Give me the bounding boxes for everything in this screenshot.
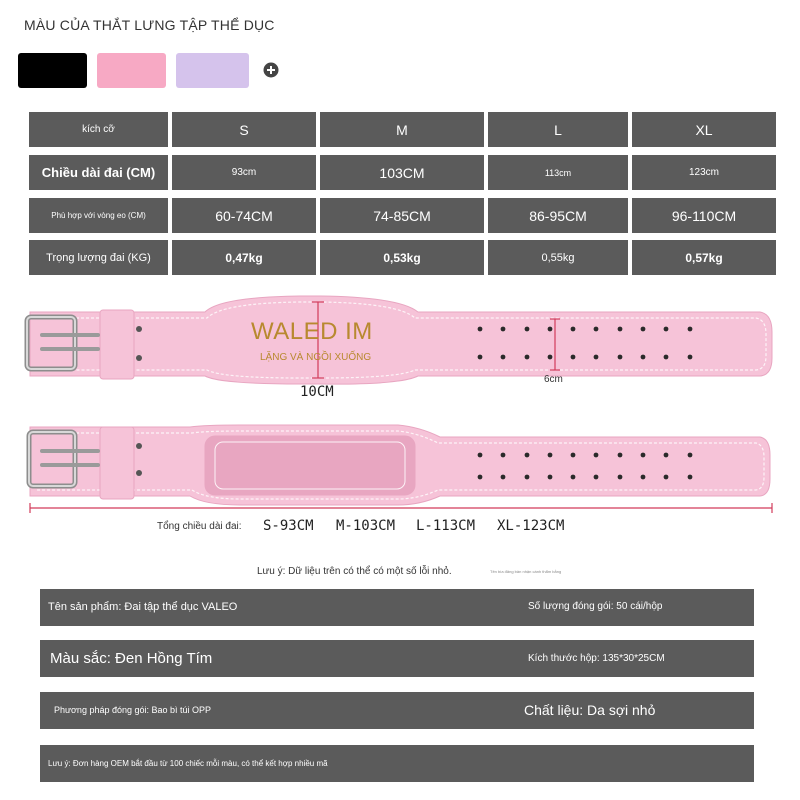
table-cell: S <box>172 112 316 147</box>
belt-hole <box>501 327 506 332</box>
belt-hole <box>548 355 553 360</box>
total-length-xl: XL-123CM <box>497 518 565 534</box>
table-cell: 74-85CM <box>320 198 484 233</box>
belt-hole <box>618 475 623 480</box>
belt-front <box>27 296 772 384</box>
belt-hole <box>478 475 483 480</box>
belt-hole <box>688 355 693 360</box>
belt-hole <box>548 453 553 458</box>
info-bar-1 <box>40 589 754 626</box>
back-width-label: 6cm <box>544 374 563 385</box>
packing-method: Phương pháp đóng gói: Bao bì túi OPP <box>54 705 212 715</box>
table-cell: 123cm <box>632 155 776 190</box>
belt-strap <box>30 296 772 384</box>
front-width-label: 10CM <box>300 384 334 400</box>
belt-hole <box>548 475 553 480</box>
belt-padding <box>205 436 415 495</box>
table-cell: 0,53kg <box>320 240 484 275</box>
belt-brand: WALED IM <box>251 318 373 345</box>
total-length-m: M-103CM <box>336 518 396 534</box>
belt-hole <box>664 327 669 332</box>
page-title: MÀU CỦA THẮT LƯNG TẬP THỂ DỤC <box>24 17 275 33</box>
belt-hole <box>501 355 506 360</box>
info-bar-2 <box>40 640 754 677</box>
belt-hole <box>501 453 506 458</box>
total-length-s: S-93CM <box>263 518 314 534</box>
belt-hole <box>478 355 483 360</box>
row-header: Chiều dài đai (CM) <box>29 155 168 190</box>
belt-keeper-loop <box>100 427 134 499</box>
oem-note: Lưu ý: Đơn hàng OEM bắt đầu từ 100 chiếc mỗi màu, có thể kết hợp nhiều mã <box>48 759 328 768</box>
belt-hole <box>478 327 483 332</box>
table-cell: 96-110CM <box>632 198 776 233</box>
total-length-label: Tổng chiều dài đai: <box>157 521 242 532</box>
belt-hole <box>594 327 599 332</box>
belt-hole <box>525 453 530 458</box>
table-row <box>29 240 776 275</box>
belt-hole <box>664 453 669 458</box>
belt-tagline: LẶNG VÀ NGỒI XUỐNG <box>260 352 372 363</box>
belt-hole <box>571 453 576 458</box>
belt-hole <box>688 453 693 458</box>
belt-hole <box>641 475 646 480</box>
table-cell: 86-95CM <box>488 198 628 233</box>
table-row <box>29 155 776 190</box>
tiny-note: Tên bìa đăng bản nhận cánh thẩm bằng <box>490 569 562 574</box>
belt-hole <box>571 475 576 480</box>
material-info: Chất liệu: Da sợi nhỏ <box>524 702 656 718</box>
belt-hole <box>641 327 646 332</box>
belt-hole <box>688 327 693 332</box>
belt-hole <box>618 355 623 360</box>
belt-keeper-loop <box>100 310 134 379</box>
belt-hole <box>594 355 599 360</box>
belt-hole <box>501 475 506 480</box>
belt-hole <box>525 475 530 480</box>
color-swatch-pink[interactable] <box>97 53 166 88</box>
belt-back <box>29 425 770 505</box>
table-cell: 60-74CM <box>172 198 316 233</box>
info-bar-3 <box>40 692 754 729</box>
color-swatch-lavender[interactable] <box>176 53 249 88</box>
belt-hole <box>571 355 576 360</box>
row-header: Phù hợp với vòng eo (CM) <box>29 198 168 233</box>
row-header: kích cỡ <box>29 112 168 147</box>
table-cell: XL <box>632 112 776 147</box>
plus-circle-icon[interactable] <box>263 62 279 78</box>
row-header: Trọng lượng đai (KG) <box>29 240 168 275</box>
belt-hole <box>548 327 553 332</box>
belt-hole <box>571 327 576 332</box>
belt-hole <box>641 355 646 360</box>
product-name: Tên sản phẩm: Đai tập thể dục VALEO <box>48 601 238 613</box>
table-cell: 113cm <box>488 155 628 190</box>
table-cell: 103CM <box>320 155 484 190</box>
table-row <box>29 112 776 147</box>
table-cell: M <box>320 112 484 147</box>
table-cell: L <box>488 112 628 147</box>
color-swatch-black[interactable] <box>18 53 87 88</box>
table-cell: 0,47kg <box>172 240 316 275</box>
table-row <box>29 198 776 233</box>
table-cell: 0,57kg <box>632 240 776 275</box>
belt-hole <box>664 355 669 360</box>
belt-hole <box>525 355 530 360</box>
box-size: Kích thước hộp: 135*30*25CM <box>528 653 665 664</box>
table-cell: 93cm <box>172 155 316 190</box>
belt-hole <box>594 475 599 480</box>
pack-quantity: Số lượng đóng gói: 50 cái/hộp <box>528 601 663 612</box>
belt-hole <box>664 475 669 480</box>
total-length-l: L-113CM <box>416 518 476 534</box>
belt-illustration <box>0 285 800 525</box>
belt-hole <box>618 327 623 332</box>
colors-info: Màu sắc: Đen Hồng Tím <box>50 650 213 667</box>
data-note: Lưu ý: Dữ liệu trên có thể có một số lỗi nhỏ. <box>257 566 452 577</box>
info-bar-4 <box>40 745 754 782</box>
belt-hole <box>525 327 530 332</box>
belt-hole <box>641 453 646 458</box>
belt-hole <box>618 453 623 458</box>
table-cell: 0,55kg <box>488 240 628 275</box>
belt-hole <box>478 453 483 458</box>
belt-hole <box>688 475 693 480</box>
belt-hole <box>594 453 599 458</box>
